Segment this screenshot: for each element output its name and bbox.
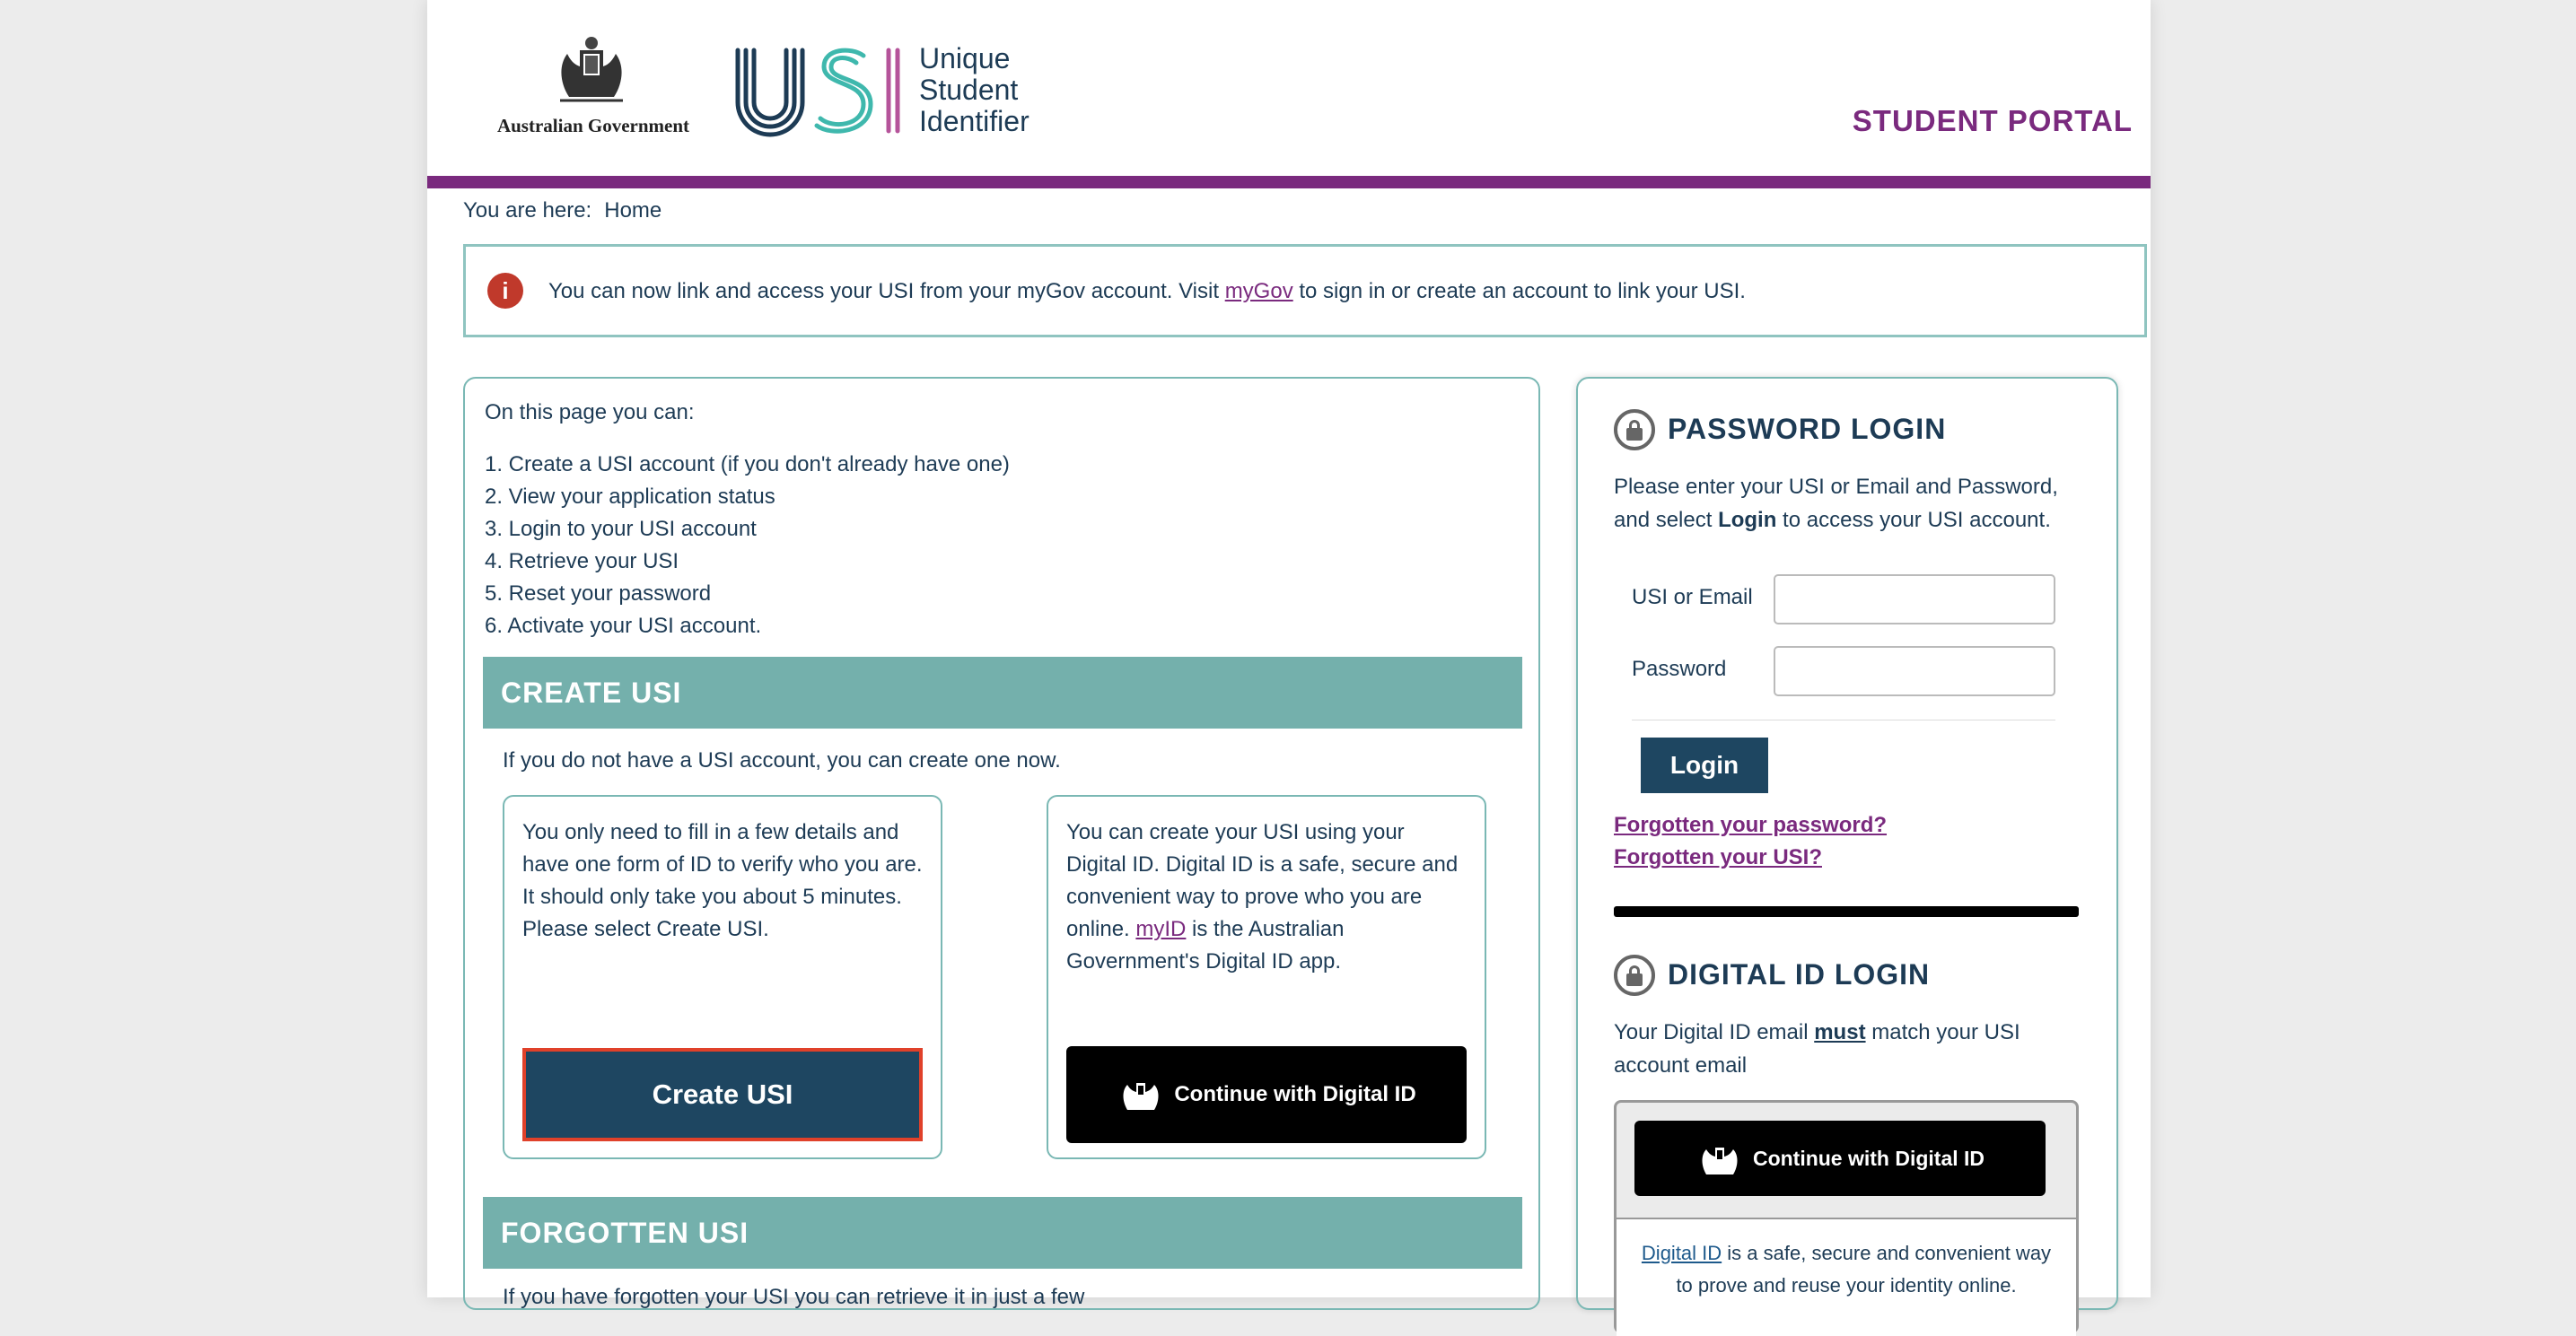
section-divider <box>1614 906 2079 917</box>
page <box>427 0 2151 1309</box>
create-usi-button[interactable]: Create USI <box>522 1048 923 1141</box>
site-header <box>427 0 2151 176</box>
alert-info-icon: i <box>487 273 523 309</box>
create-usi-card <box>503 795 942 1159</box>
digital-id-login-box <box>1614 1100 2079 1333</box>
pw-intro-before: Please enter your USI or Email and Password, and select <box>1614 475 2058 532</box>
digital-id-link[interactable]: Digital ID <box>1641 1242 1722 1264</box>
did-intro-bold: must <box>1814 1020 1866 1044</box>
create-usi-intro: If you do not have a USI account, you can create one now. <box>503 748 1061 773</box>
digital-card-text-after: is the Australian Government's Digital ID app. <box>1066 917 1345 974</box>
login-panel <box>1576 377 2118 1310</box>
gov-name: Australian Government <box>496 115 690 136</box>
did-info-text: is a safe, secure and convenient way to prove and reuse your identity online. <box>1676 1242 2052 1297</box>
info-alert <box>463 244 2147 337</box>
digital-id-login-title: DIGITAL ID LOGIN <box>1668 958 1931 991</box>
login-button[interactable]: Login <box>1641 738 1768 793</box>
mygov-link[interactable]: myGov <box>1224 279 1293 303</box>
continue-digital-id-login-button[interactable] <box>1634 1121 2046 1196</box>
step-item: 3. Login to your USI account <box>485 517 757 541</box>
password-input[interactable] <box>1774 646 2055 696</box>
digital-id-info <box>1617 1218 2076 1336</box>
usi-logo-icon[interactable] <box>731 43 910 138</box>
password-login-intro <box>1614 470 2098 537</box>
digital-id-card <box>1047 795 1486 1159</box>
did-intro-after: match your USI account email <box>1614 1020 2020 1078</box>
main-panel <box>463 377 1540 1310</box>
usi-email-input[interactable] <box>1774 574 2055 624</box>
step-item: 6. Activate your USI account. <box>485 614 762 638</box>
usi-email-label: USI or Email <box>1632 585 1753 609</box>
usi-word-student: Student <box>919 74 1019 106</box>
breadcrumb <box>463 198 674 223</box>
page-intro: On this page you can: <box>485 400 695 424</box>
usi-word-identifier: Identifier <box>919 105 1030 137</box>
coat-of-arms-icon <box>1117 1078 1165 1113</box>
breadcrumb-home[interactable]: Home <box>604 198 662 223</box>
breadcrumb-prefix: You are here: <box>463 198 592 223</box>
alert-text-after: to sign in or create an account to link your USI. <box>1292 279 1746 303</box>
australian-government-logo[interactable] <box>490 34 688 142</box>
steps-list <box>485 449 1010 642</box>
digital-id-card-text <box>1066 816 1470 978</box>
myid-link[interactable]: myID <box>1135 917 1187 941</box>
forgotten-usi-heading: FORGOTTEN USI <box>483 1197 1522 1269</box>
step-item: 2. View your application status <box>485 485 775 509</box>
forgot-password-link[interactable]: Forgotten your password? <box>1614 813 1888 837</box>
coat-of-arms-icon <box>1695 1142 1744 1178</box>
alert-text-before: You can now link and access your USI from your myGov account. Visit <box>548 279 1225 303</box>
lock-icon <box>1614 955 1655 996</box>
step-item: 4. Retrieve your USI <box>485 549 679 573</box>
usi-word-unique: Unique <box>919 42 1011 74</box>
create-usi-card-text: You only need to fill in a few details and have one form of ID to verify who you are. It should only take you about 5 minutes. Please select Create USI. <box>522 820 923 941</box>
create-usi-heading: CREATE USI <box>483 657 1522 729</box>
step-item: 5. Reset your password <box>485 581 712 606</box>
usi-wordmark <box>919 43 1030 137</box>
forgotten-usi-intro: If you have forgotten your USI you can retrieve it in just a few <box>503 1285 1085 1309</box>
alert-text <box>548 279 1746 304</box>
continue-digital-id-login-label: Continue with Digital ID <box>1752 1147 1985 1170</box>
digital-id-login-intro <box>1614 1016 2098 1082</box>
header-accent-bar <box>427 176 2151 188</box>
password-label: Password <box>1632 657 1727 681</box>
forgot-usi-link[interactable]: Forgotten your USI? <box>1614 845 1822 869</box>
step-item: 1. Create a USI account (if you don't already have one) <box>485 452 1010 476</box>
pw-intro-after: to access your USI account. <box>1776 508 2051 532</box>
digital-card-text-before: You can create your USI using your Digital ID. Digital ID is a safe, secure and convenient way to prove who you are online. <box>1066 820 1459 941</box>
password-login-title: PASSWORD LOGIN <box>1668 413 1947 445</box>
coat-of-arms-icon <box>542 34 641 106</box>
continue-digital-id-button[interactable] <box>1066 1046 1467 1143</box>
portal-title: STUDENT PORTAL <box>1852 104 2133 137</box>
did-intro-before: Your Digital ID email <box>1614 1020 1815 1044</box>
lock-icon <box>1614 409 1655 450</box>
continue-digital-id-label: Continue with Digital ID <box>1174 1082 1416 1106</box>
pw-intro-bold: Login <box>1718 508 1777 532</box>
digital-id-info-text <box>1631 1237 2062 1302</box>
